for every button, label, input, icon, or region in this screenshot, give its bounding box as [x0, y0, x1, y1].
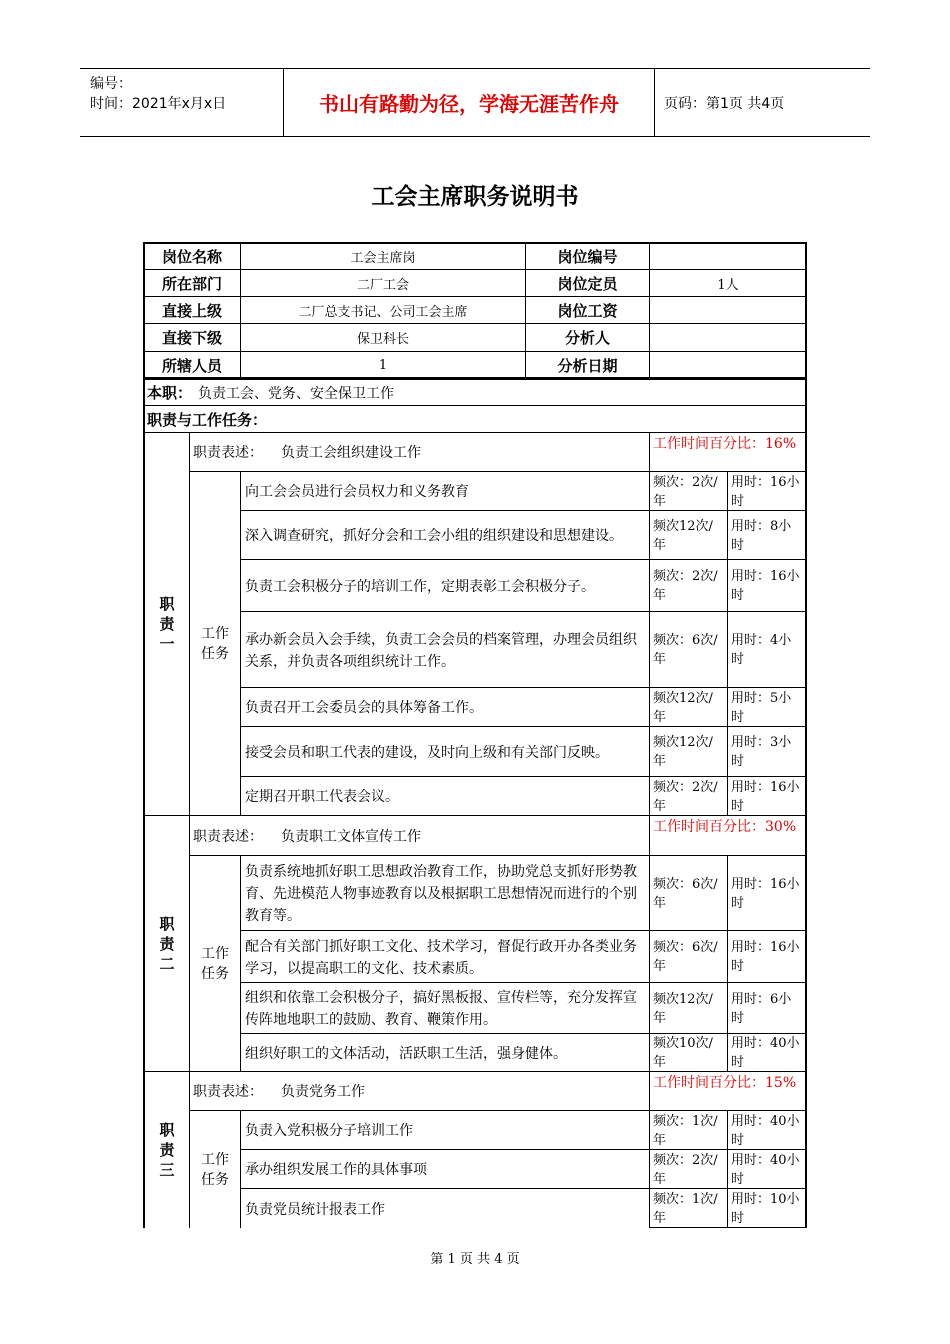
date-label: 分析日期: [525, 351, 650, 379]
date-value: [649, 351, 807, 379]
duty-2-statement-label: 职责表述：: [193, 828, 263, 845]
post-no-value: [649, 242, 807, 270]
task-row: 承办新会员入会手续，负责工会会员的档案管理，办理会员组织 关系，并负责各项组织统计工作。: [240, 611, 650, 688]
task-frequency: 频次：2次/年: [649, 776, 728, 816]
post-no-label: 岗位编号: [525, 242, 650, 270]
duty-2-task-label: 工作 任务: [201, 945, 229, 982]
task-duration: 用时：8小时: [727, 510, 807, 560]
duty-summary-label: 本职：: [147, 384, 193, 402]
task-duration: 用时：40小时: [727, 1149, 807, 1189]
duty-1-time-percent: 工作时间百分比：16%: [649, 432, 807, 472]
task-duration: 用时：16小时: [727, 930, 807, 983]
tasks-header-row: [143, 405, 807, 433]
duty-3-label-cell: [143, 1071, 190, 1228]
task-duration: 用时：4小时: [727, 611, 807, 688]
duty-summary-row: [143, 378, 807, 406]
duty-3-label: 职 责 三: [159, 1121, 175, 1179]
task-frequency: 频次：6次/年: [649, 930, 728, 983]
subordinate-value: 保卫科长: [240, 323, 526, 352]
doc-time-label: 时间：2021年x月x日: [90, 96, 227, 112]
duty-3-statement-label: 职责表述：: [193, 1084, 263, 1100]
task-row: 深入调查研究，抓好分会和工会小组的组织建设和思想建设。: [240, 510, 650, 560]
duty-3-statement-text: 负责党务工作: [281, 1084, 365, 1100]
task-frequency: 频次：1次/年: [649, 1110, 728, 1150]
task-row: 接受会员和职工代表的建设，及时向上级和有关部门反映。: [240, 726, 650, 777]
page-footer: 第 1 页 共 4 页: [430, 1252, 520, 1267]
motto: 书山有路勤为径，学海无涯苦作舟: [284, 69, 655, 136]
duty-3-task-label: 工作 任务: [201, 1151, 229, 1188]
duty-3-time-percent: 工作时间百分比：15%: [649, 1071, 807, 1111]
analyst-value: [649, 323, 807, 352]
duty-3-task-label-cell: [189, 1110, 241, 1228]
task-row: 负责工会积极分子的培训工作，定期表彰工会积极分子。: [240, 559, 650, 612]
task-duration: 用时：16小时: [727, 855, 807, 931]
duty-2-label: 职 责 二: [159, 914, 175, 973]
salary-label: 岗位工资: [525, 296, 650, 324]
post-name-label: 岗位名称: [143, 242, 241, 270]
duty-2-statement-text: 负责职工文体宣传工作: [281, 828, 421, 845]
dept-label: 所在部门: [143, 269, 241, 297]
staff-label: 所辖人员: [143, 351, 241, 379]
task-duration: 用时：6小时: [727, 982, 807, 1034]
task-duration: 用时：40小时: [727, 1033, 807, 1072]
task-row: 向工会会员进行会员权力和义务教育: [240, 471, 650, 511]
task-duration: 用时：16小时: [727, 776, 807, 816]
quota-value: 1人: [649, 269, 807, 297]
document-title: 工会主席职务说明书: [371, 184, 579, 210]
superior-value: 二厂总支书记、公司工会主席: [240, 296, 526, 324]
task-duration: 用时：16小时: [727, 471, 807, 511]
duty-3-statement: [189, 1071, 650, 1111]
duty-2-label-cell: [143, 815, 190, 1072]
duty-1-task-label: 工作 任务: [201, 625, 229, 662]
task-row: 承办组织发展工作的具体事项: [240, 1149, 650, 1189]
task-frequency: 频次12次/年: [649, 982, 728, 1034]
duty-summary-text: 负责工会、党务、安全保卫工作: [198, 385, 395, 402]
duty-1-task-label-cell: [189, 471, 241, 816]
task-row: 负责入党积极分子培训工作: [240, 1110, 650, 1150]
duty-2-statement: [189, 815, 650, 856]
quota-label: 岗位定员: [525, 269, 650, 297]
task-duration: 用时：5小时: [727, 687, 807, 727]
task-duration: 用时：3小时: [727, 726, 807, 777]
task-frequency: 频次：2次/年: [649, 559, 728, 612]
task-frequency: 频次：2次/年: [649, 471, 728, 511]
duty-1-statement: [189, 432, 650, 472]
task-frequency: 频次12次/年: [649, 510, 728, 560]
task-duration: 用时：10小时: [727, 1188, 807, 1228]
task-frequency: 频次12次/年: [649, 726, 728, 777]
task-frequency: 频次10次/年: [649, 1033, 728, 1072]
task-duration: 用时：16小时: [727, 559, 807, 612]
task-frequency: 频次：6次/年: [649, 855, 728, 931]
duty-1-label: 职 责 一: [159, 595, 175, 653]
task-frequency: 频次12次/年: [649, 687, 728, 727]
task-frequency: 频次：1次/年: [649, 1188, 728, 1228]
task-duration: 用时：40小时: [727, 1110, 807, 1150]
task-row: 组织和依靠工会积极分子，搞好黑板报、宣传栏等，充分发挥宣传阵地地职工的鼓励、教育、鞭策作用。: [240, 982, 650, 1034]
task-row: 负责召开工会委员会的具体筹备工作。: [240, 687, 650, 727]
salary-value: [649, 296, 807, 324]
duty-1-statement-label: 职责表述：: [193, 445, 263, 461]
header-meta: [80, 69, 284, 136]
task-row: 配合有关部门抓好职工文化、技术学习，督促行政开办各类业务学习，以提高职工的文化、技术素质。: [240, 930, 650, 983]
tasks-header-label: 职责与工作任务：: [147, 410, 268, 429]
duty-2-time-percent: 工作时间百分比：30%: [649, 815, 807, 856]
analyst-label: 分析人: [525, 323, 650, 352]
task-frequency: 频次：6次/年: [649, 611, 728, 688]
task-frequency: 频次：2次/年: [649, 1149, 728, 1189]
duty-2-task-label-cell: [189, 855, 241, 1072]
page-header: [80, 68, 870, 137]
duty-1-statement-text: 负责工会组织建设工作: [281, 445, 421, 461]
subordinate-label: 直接下级: [143, 323, 241, 352]
doc-number-label: 编号：: [90, 76, 132, 92]
task-row: 负责党员统计报表工作: [240, 1188, 650, 1228]
task-row: 负责系统地抓好职工思想政治教育工作，协助党总支抓好形势教育、先进模范人物事迹教育以及根据职工思想情况而进行的个别教育等。: [240, 855, 650, 931]
staff-value: 1: [240, 351, 526, 379]
task-row: 组织好职工的文体活动，活跃职工生活，强身健体。: [240, 1033, 650, 1072]
dept-value: 二厂工会: [240, 269, 526, 297]
superior-label: 直接上级: [143, 296, 241, 324]
post-name-value: 工会主席岗: [240, 242, 526, 270]
task-row: 定期召开职工代表会议。: [240, 776, 650, 816]
duty-1-label-cell: [143, 432, 190, 816]
page-info: 页码：第1页 共4页: [664, 95, 785, 112]
